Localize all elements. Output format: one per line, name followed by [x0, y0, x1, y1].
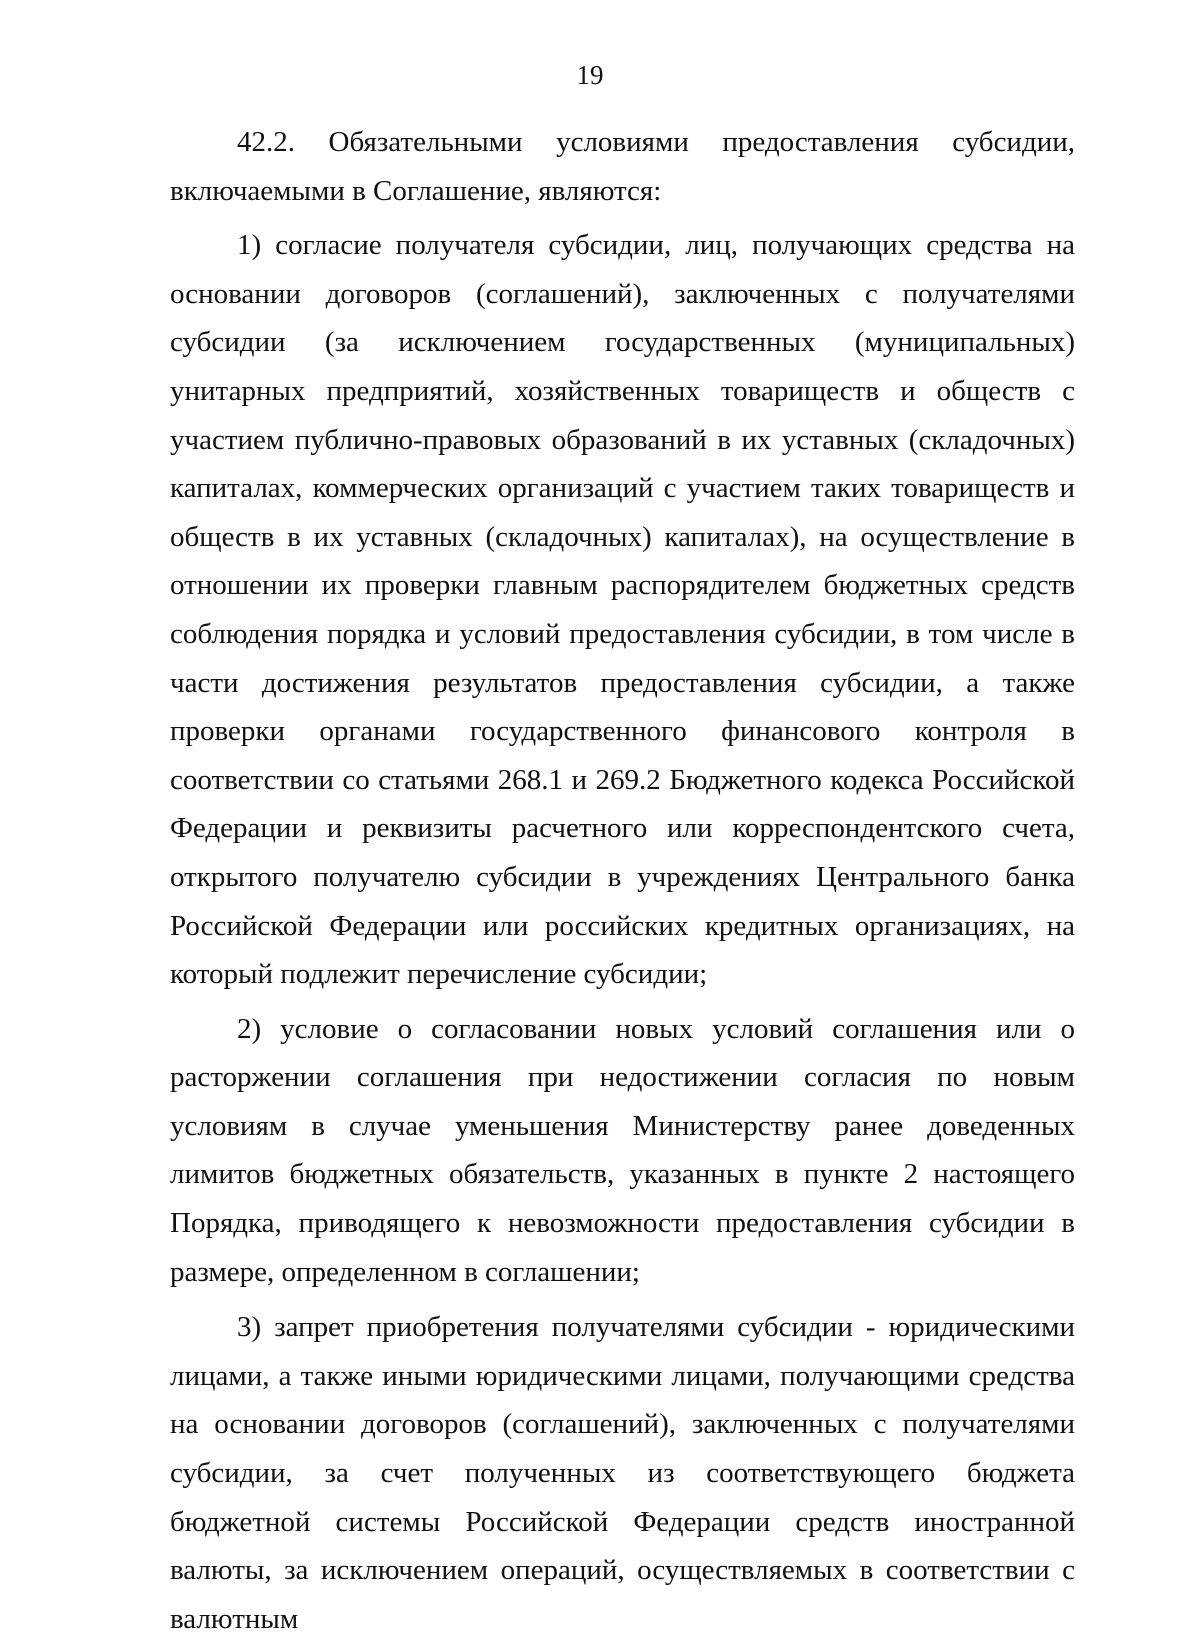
- paragraph-item-3: 3) запрет приобретения получателями субсидии - юридическими лицами, а также иными юридическими лицами, получающими средства на основании договоров (соглашений), заключенных с получателями субсидии, за счет полученных из соответствующего бюджета бюджетной системы Российской Федерации средств иностранной валюты, за исключением операций, осуществляемых в соответствии с валютным: [170, 1311, 1075, 1635]
- paragraph-42-2: 42.2. Обязательными условиями предоставления субсидии, включаемыми в Соглашение, являются:: [170, 126, 1075, 207]
- document-body: [170, 118, 1075, 1643]
- paragraph-item-2: 2) условие о согласовании новых условий соглашения или о расторжении соглашения при недостижении согласия по новым условиям в случае уменьшения Министерству ранее доведенных лимитов бюджетных обязательств, указанных в пункте 2 настоящего Порядка, приводящего к невозможности предоставления субсидии в размере, определенном в соглашении;: [170, 1012, 1075, 1288]
- paragraph-item-1: 1) согласие получателя субсидии, лиц, получающих средства на основании договоров (соглашений), заключенных с получателями субсидии (за исключением государственных (муниципальных) унитарных предприятий, хозяйственных товариществ и обществ с участием публично-правовых образований в их уставных (складочных) капиталах, коммерческих организаций с участием таких товариществ и обществ в их уставных (складочных) капиталах), на осуществление в отношении их проверки главным распорядителем бюджетных средств соблюдения порядка и условий предоставления субсидии, в том числе в части достижения результатов предоставления субсидии, а также проверки органами государственного финансового контроля в соответствии со статьями 268.1 и 269.2 Бюджетного кодекса Российской Федерации и реквизиты расчетного или корреспондентского счета, открытого получателю субсидии в учреждениях Центрального банка Российской Федерации или российских кредитных организациях, на который подлежит перечисление субсидии;: [170, 229, 1075, 991]
- page-number: 19: [576, 60, 604, 90]
